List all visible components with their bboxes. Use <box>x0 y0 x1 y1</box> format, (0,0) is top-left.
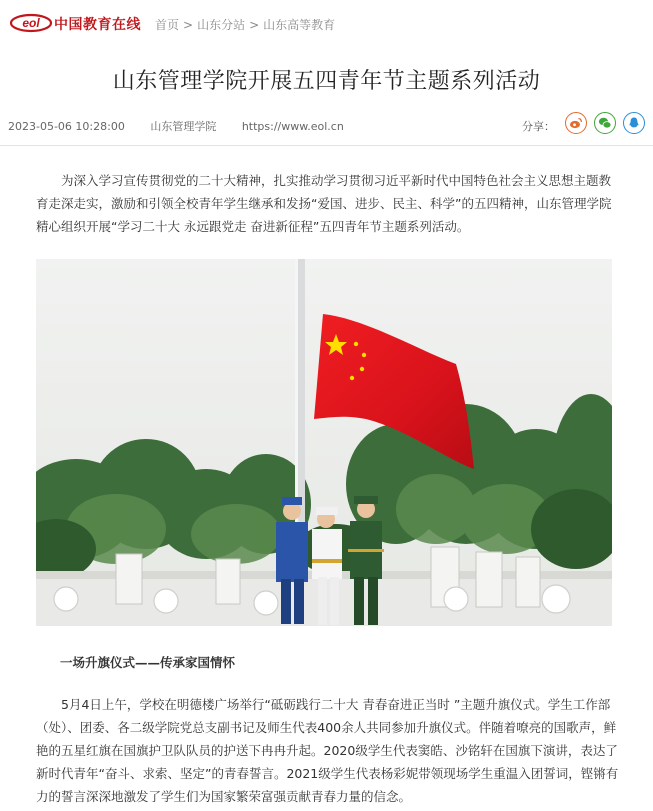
share-label: 分享： <box>522 120 555 133</box>
article-title: 山东管理学院开展五四青年节主题系列活动 <box>112 69 541 94</box>
breadcrumb-separator: > <box>183 18 194 32</box>
weibo-icon <box>569 116 583 130</box>
share-bar <box>505 112 645 136</box>
share-qq-button[interactable] <box>623 112 645 134</box>
breadcrumb-higher-education[interactable]: 山东高等教育 <box>263 18 336 32</box>
article-source: 山东管理学院 <box>150 120 217 133</box>
wechat-icon <box>598 116 612 130</box>
breadcrumb <box>155 16 335 33</box>
publish-date: 2023-05-06 10:28:00 <box>8 120 125 133</box>
svg-text:eol: eol <box>22 16 40 30</box>
qq-icon <box>627 116 641 130</box>
share-weibo-button[interactable] <box>565 112 587 134</box>
eol-logo-icon <box>10 11 52 35</box>
flag-raising-photo-icon <box>36 259 612 626</box>
article-paragraph-2: 5月4日上午，学校在明德楼广场举行“砥砺践行二十大 青春奋进正当时 ”主题升旗仪式。学生工作部（处）、团委、各二级学院党总支副书记及师生代表400余人共同参加升旗仪式。伴随着嘹亮的国歌声，鲜艳的五星红旗在国旗护卫队队员的护送下冉冉升起。2020级学生代表窦皓、沙铭轩在国旗下演讲，表达了新时代青年“奋斗、求索、坚定”的青春誓言。2021级学生代表杨彩妮带领现场学生重温入团誓词，铿锵有力的誓言深深地激发了学生们为国家繁荣富强贡献青春力量的信念。 <box>36 697 619 804</box>
site-name: 中国教育在线 <box>54 17 141 33</box>
header-divider <box>0 145 653 146</box>
breadcrumb-home[interactable]: 首页 <box>155 18 180 32</box>
breadcrumb-separator: > <box>249 18 260 32</box>
share-wechat-button[interactable] <box>594 112 616 134</box>
breadcrumb-shandong[interactable]: 山东分站 <box>197 18 246 32</box>
article-photo <box>36 259 612 626</box>
article-paragraph-1: 为深入学习宣传贯彻党的二十大精神，扎实推动学习贯彻习近平新时代中国特色社会主义思想主题教育走深走实，激励和引领全校青年学生继承和发扬“爱国、进步、民主、科学”的五四精神，山东管理学院精心组织开展“学习二十大 永远跟党走 奋进新征程”五四青年节主题系列活动。 <box>36 173 612 234</box>
site-header <box>0 0 653 46</box>
section-subheading: 一场升旗仪式——传承家国情怀 <box>60 655 236 670</box>
source-url[interactable]: https://www.eol.cn <box>241 120 344 133</box>
